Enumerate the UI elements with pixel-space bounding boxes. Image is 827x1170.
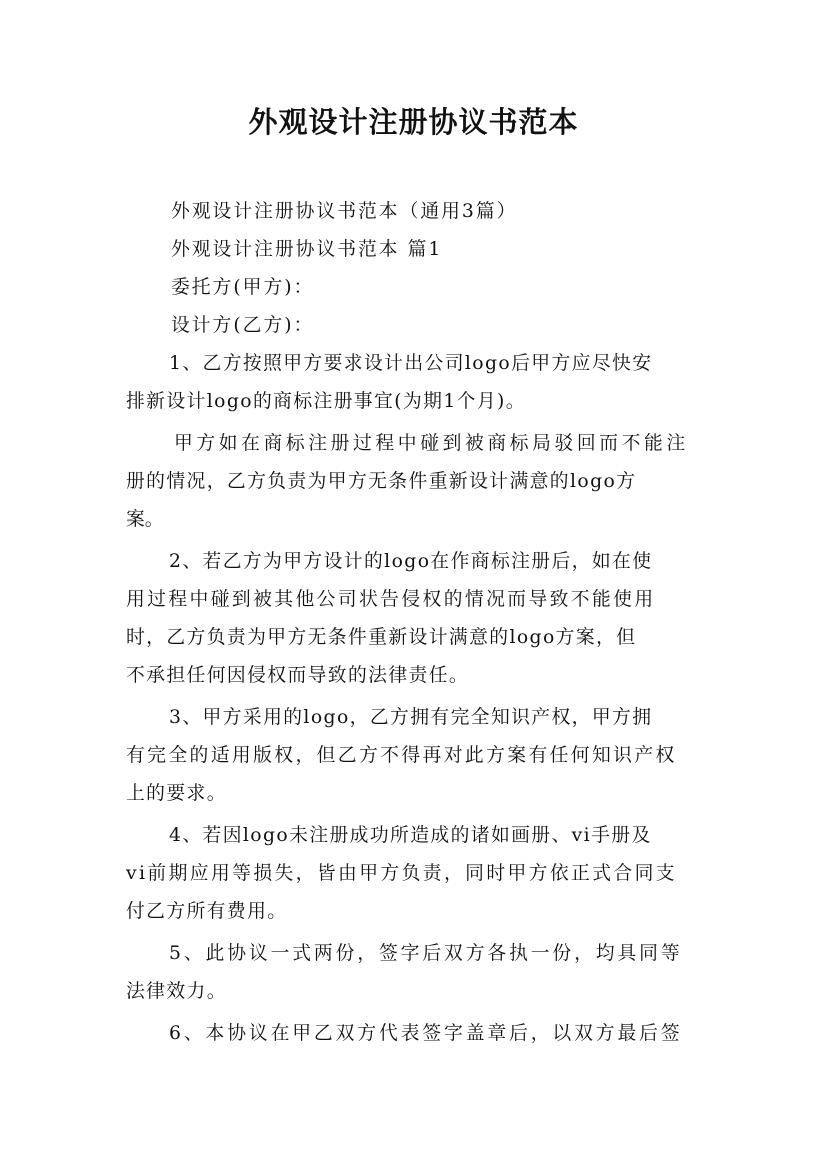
doc-section-heading: 外观设计注册协议书范本 篇1 [171,239,443,260]
clause-2-line-3: 时，乙方负责为甲方无条件重新设计满意的logo方案，但 [126,627,637,648]
clause-3-line-3: 上的要求。 [126,783,227,804]
clause-6-line-1: 6、本协议在甲乙双方代表签字盖章后，以双方最后签 [169,1023,683,1044]
clause-5-line-2: 法律效力。 [126,981,227,1002]
clause-5-line-1: 5、此协议一式两份，签字后双方各执一份，均具同等 [169,943,683,964]
clause-1-line-2: 排新设计logo的商标注册事宜(为期1个月)。 [126,391,526,412]
clause-1b-line-1: 甲方如在商标注册过程中碰到被商标局驳回而不能注 [174,433,689,454]
clause-1-line-1: 1、乙方按照甲方要求设计出公司logo后甲方应尽快安 [169,353,653,374]
clause-3-line-2: 有完全的适用版权，但乙方不得再对此方案有任何知识产权 [126,745,677,766]
clause-2-line-4: 不承担任何因侵权而导致的法律责任。 [126,665,470,686]
clause-4-line-1: 4、若因logo未注册成功所造成的诸如画册、vi手册及 [169,825,652,846]
clause-2-line-2: 用过程中碰到被其他公司状告侵权的情况而导致不能使用 [126,589,656,610]
clause-1b-line-3: 案。 [126,509,164,530]
clause-4-line-2: vi前期应用等损失，皆由甲方负责，同时甲方依正式合同支 [126,863,677,884]
document-body [126,193,702,1053]
clause-2-line-1: 2、若乙方为甲方设计的logo在作商标注册后，如在使 [169,551,653,572]
clause-4-line-3: 付乙方所有费用。 [126,901,288,922]
clause-3-line-1: 3、甲方采用的logo，乙方拥有完全知识产权，甲方拥 [169,707,653,728]
client-party-label: 委托方(甲方)： [171,277,315,298]
document-title: 外观设计注册协议书范本 [248,105,579,139]
clause-1b-line-2: 册的情况，乙方负责为甲方无条件重新设计满意的logo方 [126,471,637,492]
designer-party-label: 设计方(乙方)： [171,315,315,336]
doc-subtitle-line: 外观设计注册协议书范本（通用3篇） [171,201,518,222]
